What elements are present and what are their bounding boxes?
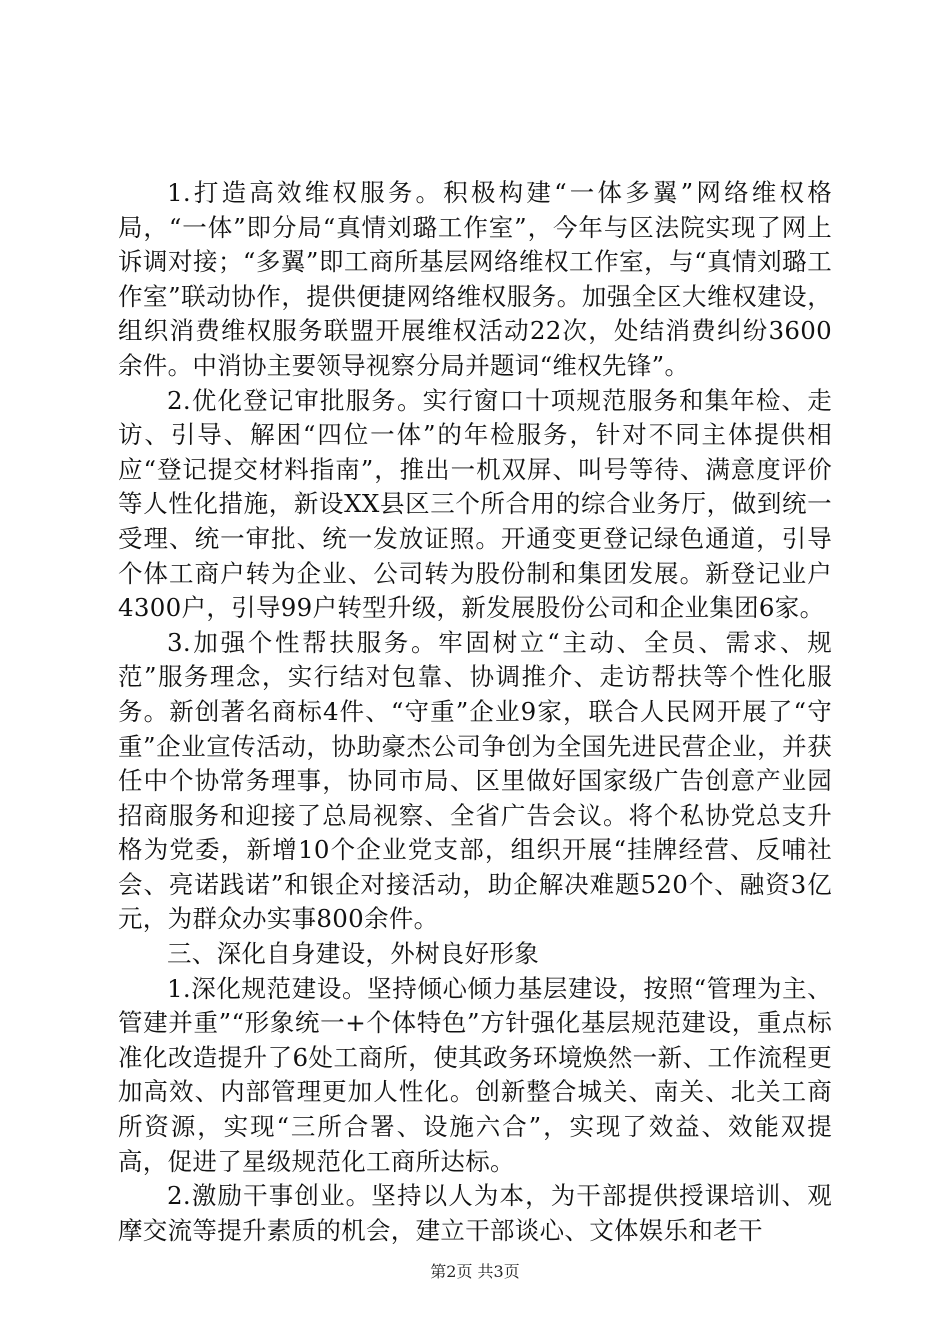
document-body xyxy=(118,176,832,1248)
page-footer: 第2页 共3页 xyxy=(430,1262,520,1281)
paragraph-maintain-rights-service: 1.打造高效维权服务。积极构建“一体多翼”网络维权格局，“一体”即分局“真情刘璐工作室”，今年与区法院实现了网上诉调对接；“多翼”即工商所基层网络维权工作室，与“真情刘璐工作室”联动协作，提供便捷网络维权服务。加强全区大维权建设，组织消费维权服务联盟开展维权活动22次，处结消费纠纷3600余件。中消协主要领导视察分局并题词“维权先锋”。 xyxy=(118,178,832,380)
paragraph-motivate-cadres: 2.激励干事创业。坚持以人为本，为干部提供授课培训、观摩交流等提升素质的机会，建立干部谈心、文体娱乐和老干 xyxy=(118,1181,832,1245)
paragraph-registration-service: 2.优化登记审批服务。实行窗口十项规范服务和集年检、走访、引导、解困“四位一体”的年检服务，针对不同主体提供相应“登记提交材料指南”，推出一机双屏、叫号等待、满意度评价等人性化措施，新设XX县区三个所合用的综合业务厅，做到统一受理、统一审批、统一发放证照。开通变更登记绿色通道，引导个体工商户转为企业、公司转为股份制和集团发展。新登记业户4300户，引导99户转型升级，新发展股份公司和企业集团6家。 xyxy=(118,385,832,623)
section-heading-self-building: 三、深化自身建设，外树良好形象 xyxy=(167,939,539,969)
paragraph-standardization: 1.深化规范建设。坚持倾心倾力基层建设，按照“管理为主、管建并重”“形象统一+个体特色”方针强化基层规范建设，重点标准化改造提升了6处工商所，使其政务环境焕然一新、工作流程更加高效、内部管理更加人性化。创新整合城关、南关、北关工商所资源，实现“三所合署、设施六合”，实现了效益、效能双提高，促进了星级规范化工商所达标。 xyxy=(118,973,832,1176)
paragraph-support-service: 3.加强个性帮扶服务。牢固树立“主动、全员、需求、规范”服务理念，实行结对包靠、协调推介、走访帮扶等个性化服务。新创著名商标4件、“守重”企业9家，联合人民网开展了“守重”企业宣传活动，协助豪杰公司争创为全国先进民营企业，并获任中个协常务理事，协同市局、区里做好国家级广告创意产业园招商服务和迎接了总局视察、全省广告会议。将个私协党总支升格为党委，新增10个企业党支部，组织开展“挂牌经营、反哺社会、亮诺践诺”和银企对接活动，助企解决难题520个、融资3亿元，为群众办实事800余件。 xyxy=(118,627,832,934)
